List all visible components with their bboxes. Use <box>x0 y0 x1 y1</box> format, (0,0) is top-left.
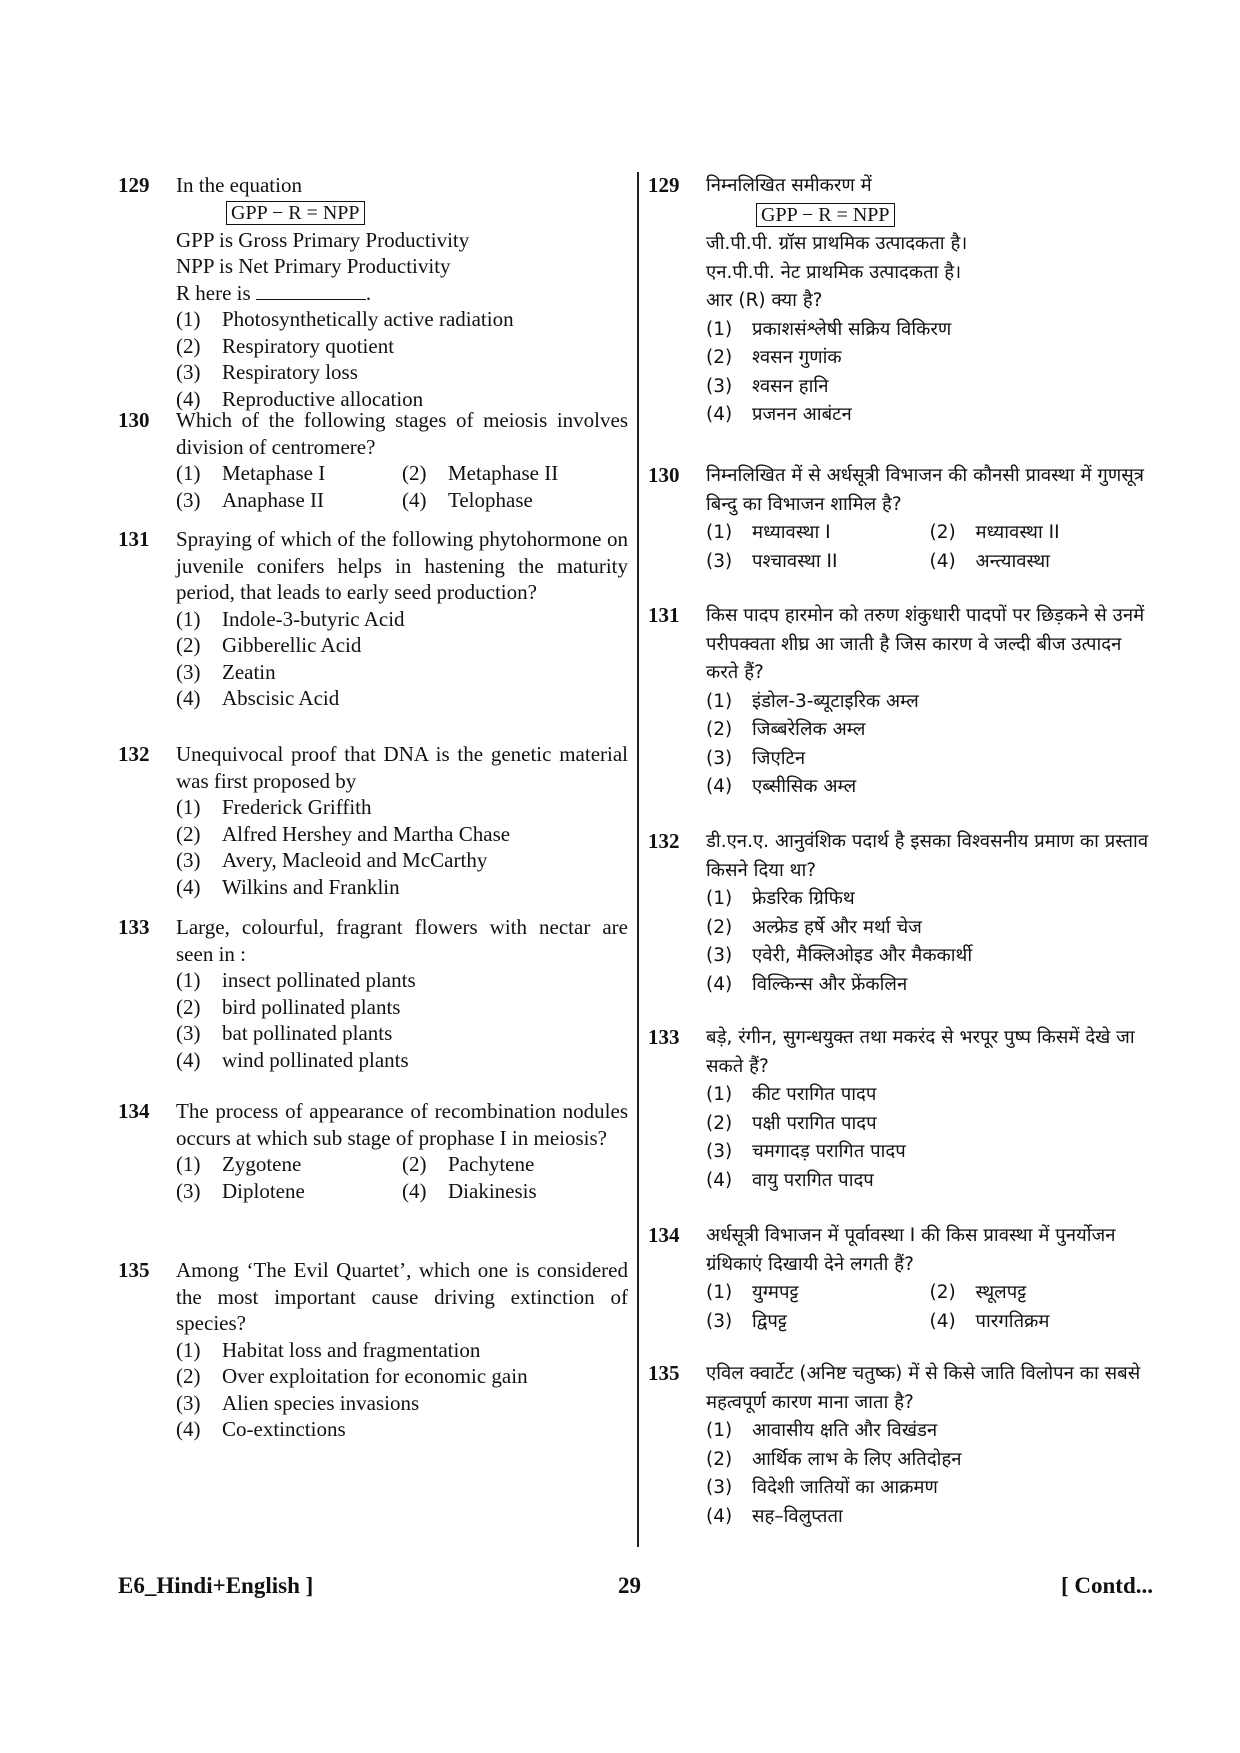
option[interactable] <box>706 688 1153 717</box>
question-133-hi <box>648 1024 1153 1195</box>
option-number: (1) <box>706 888 733 909</box>
option[interactable] <box>176 794 628 821</box>
option-number: (2) <box>929 1282 956 1303</box>
option-text: Metaphase II <box>448 461 559 485</box>
option[interactable] <box>402 1151 628 1178</box>
option-text: अल्फ्रेड हर्षे और मर्था चेज <box>752 916 922 938</box>
question-text: The process of appearance of recombination nodules occurs at which sub stage of prophase I in meiosis? <box>176 1099 628 1150</box>
option-text: कीट परागित पादप <box>752 1084 877 1105</box>
option-text: द्विपट्ट <box>752 1310 787 1332</box>
option-number: (4) <box>176 874 201 899</box>
option-number: (2) <box>706 719 733 740</box>
question-number: 129 <box>118 173 150 197</box>
question-text: निम्नलिखित समीकरण में <box>706 175 872 196</box>
option[interactable] <box>176 659 628 686</box>
option[interactable] <box>706 1167 1153 1196</box>
option[interactable] <box>176 460 402 487</box>
option[interactable] <box>706 548 930 577</box>
option[interactable] <box>706 1308 930 1337</box>
question-text: निम्नलिखित में से अर्धसूत्री विभाजन की कौनसी प्रावस्था में गुणसूत्र बिन्दु का विभाजन शामिल है? <box>706 465 1144 515</box>
option[interactable] <box>176 1178 402 1205</box>
option-number: (3) <box>706 1477 733 1498</box>
question-text: एन.पी.पी. नेट प्राथमिक उत्पादकता है। <box>706 261 962 283</box>
option[interactable] <box>706 1474 1153 1503</box>
option-number: (4) <box>706 973 733 995</box>
option-number: (3) <box>176 487 201 512</box>
question-132-hi <box>648 828 1153 999</box>
option-number: (4) <box>176 386 201 411</box>
option[interactable] <box>176 632 628 659</box>
option-text: इंडोल-3-ब्यूटाइरिक अम्ल <box>752 690 919 712</box>
option-number: (2) <box>176 821 201 846</box>
option-text: जिब्बरेलिक अम्ल <box>752 719 866 740</box>
option-text: Respiratory loss <box>222 360 358 384</box>
option[interactable] <box>706 745 1153 774</box>
option[interactable] <box>706 914 1153 943</box>
equation-box: GPP − R = NPP <box>756 203 895 227</box>
option-text: Avery, Macleoid and McCarthy <box>222 848 488 872</box>
option-number: (3) <box>706 945 733 966</box>
option-text: Abscisic Acid <box>222 686 340 710</box>
option-number: (1) <box>176 1337 201 1362</box>
option-text: एवेरी, मैक्लिओइड और मैककार्थी <box>752 945 973 966</box>
option-text: विदेशी जातियों का आक्रमण <box>752 1477 938 1498</box>
option-number: (1) <box>176 795 201 819</box>
question-text: डी.एन.ए. आनुवंशिक पदार्थ है इसका विश्वसनीय प्रमाण का प्रस्ताव किसने दिया था? <box>706 831 1149 881</box>
option[interactable] <box>706 716 1153 745</box>
page-number: 29 <box>618 1573 641 1598</box>
option-text: एब्सीसिक अम्ल <box>752 776 857 797</box>
option-text: Alien species invasions <box>222 1390 420 1415</box>
option-number: (2) <box>706 916 733 938</box>
option[interactable] <box>176 1020 628 1047</box>
question-text: In the equation <box>176 173 302 197</box>
question-number: 131 <box>118 527 150 551</box>
question-text: बड़े, रंगीन, सुगन्धयुक्त तथा मकरंद से भरपूर पुष्प किसमें देखे जा सकते हैं? <box>706 1027 1135 1077</box>
question-text: NPP is Net Primary Productivity <box>176 254 451 278</box>
option-text: bird pollinated plants <box>222 994 401 1019</box>
option-number: (4) <box>706 1505 733 1527</box>
option-number: (3) <box>176 360 201 384</box>
option[interactable] <box>176 1390 628 1417</box>
option[interactable] <box>706 1446 1153 1475</box>
option-text: Photosynthetically active radiation <box>222 307 514 331</box>
option[interactable] <box>706 1279 930 1308</box>
option-text: Diplotene <box>222 1178 305 1203</box>
option-number: (3) <box>706 1310 733 1332</box>
question-text: आर (R) क्या है? <box>706 290 823 311</box>
question-text: जी.पी.पी. ग्रॉस प्राथमिक उत्पादकता है। <box>706 233 968 254</box>
option-number: (4) <box>929 550 956 572</box>
question-text: Unequivocal proof that DNA is the genetic material was first proposed by <box>176 742 628 793</box>
option-number: (2) <box>706 347 733 368</box>
option[interactable] <box>176 1337 628 1364</box>
option[interactable] <box>706 942 1153 971</box>
option[interactable] <box>706 1110 1153 1139</box>
question-130-en <box>118 407 628 513</box>
option-number: (4) <box>402 1178 427 1203</box>
option-text: Zygotene <box>222 1152 302 1176</box>
option[interactable] <box>930 1308 1154 1337</box>
question-133-en <box>118 914 628 1073</box>
option[interactable] <box>706 971 1153 1000</box>
option-text: पश्चावस्था II <box>752 550 838 572</box>
option-number: (1) <box>176 1152 201 1176</box>
option-text: श्वसन गुणांक <box>752 347 842 368</box>
option-text: Diakinesis <box>448 1178 537 1203</box>
option-text: Indole-3-butyric Acid <box>222 606 405 631</box>
option-number: (3) <box>706 375 733 397</box>
option-number: (1) <box>706 318 733 340</box>
option-text: Metaphase I <box>222 461 326 485</box>
option-text: wind pollinated plants <box>222 1047 409 1072</box>
option[interactable] <box>176 967 628 994</box>
option-text: जिएटिन <box>752 747 806 769</box>
question-text: Among ‘The Evil Quartet’, which one is considered the most important cause driving extinction of species? <box>176 1258 628 1335</box>
option-text: स्थूलपट्ट <box>975 1282 1027 1303</box>
question-number: 132 <box>118 742 150 766</box>
option-text: श्वसन हानि <box>752 375 829 397</box>
option-number: (3) <box>176 1021 201 1045</box>
option-number: (3) <box>176 1178 201 1203</box>
option-text: Reproductive allocation <box>222 386 424 411</box>
question-text: एविल क्वार्टेट (अनिष्ट चतुष्क) में से किसे जाति विलोपन का सबसे महत्वपूर्ण कारण माना जाता है? <box>706 1363 1141 1413</box>
option[interactable] <box>706 373 1153 402</box>
column-divider <box>637 172 639 1547</box>
option-number: (4) <box>176 1417 201 1441</box>
option[interactable] <box>176 487 402 514</box>
option[interactable] <box>176 606 628 633</box>
continued-label: [ Contd... <box>1060 1573 1153 1598</box>
option[interactable] <box>706 519 930 548</box>
option-number: (3) <box>706 1141 733 1162</box>
option-text: चमगादड़ परागित पादप <box>752 1141 906 1162</box>
option-text: वायु परागित पादप <box>752 1169 874 1191</box>
option-number: (4) <box>176 686 201 710</box>
option[interactable] <box>706 344 1153 373</box>
question-134-en <box>118 1098 628 1204</box>
option-number: (1) <box>706 522 733 543</box>
question-129-hi <box>648 172 1153 430</box>
option-text: पारगतिक्रम <box>975 1310 1050 1332</box>
question-text: Spraying of which of the following phytohormone on juvenile conifers helps in hastening the maturity period, that leads to early seed production? <box>176 527 628 604</box>
option-text: Over exploitation for economic gain <box>222 1364 528 1388</box>
question-text: Which of the following stages of meiosis involves division of centromere? <box>176 408 628 459</box>
option[interactable] <box>176 359 628 386</box>
question-131-hi <box>648 602 1153 802</box>
option-number: (2) <box>176 994 201 1019</box>
question-text: R here is <box>176 280 251 305</box>
equation-box: GPP − R = NPP <box>226 201 365 225</box>
question-number: 130 <box>648 463 680 487</box>
question-130-hi <box>648 462 1153 576</box>
option-text: Frederick Griffith <box>222 795 372 819</box>
question-number: 131 <box>648 603 680 627</box>
option-number: (4) <box>402 487 427 512</box>
option[interactable] <box>176 1363 628 1390</box>
option[interactable] <box>176 821 628 848</box>
option-text: Co-extinctions <box>222 1417 346 1441</box>
option[interactable] <box>176 306 628 333</box>
page-footer <box>118 1573 1153 1603</box>
option-number: (2) <box>402 461 427 485</box>
option[interactable] <box>176 1047 628 1074</box>
option[interactable] <box>930 519 1154 548</box>
option[interactable] <box>402 1178 628 1205</box>
question-number: 133 <box>118 915 150 939</box>
option[interactable] <box>706 1417 1153 1446</box>
option-number: (3) <box>176 659 201 684</box>
option-number: (2) <box>929 522 956 543</box>
option-number: (1) <box>176 461 201 485</box>
option-number: (2) <box>176 333 201 358</box>
option[interactable] <box>176 847 628 874</box>
option-text: Respiratory quotient <box>222 333 395 358</box>
question-number: 132 <box>648 829 680 853</box>
option[interactable] <box>176 333 628 360</box>
option-number: (1) <box>176 968 201 992</box>
option-text: आवासीय क्षति और विखंडन <box>752 1420 938 1441</box>
option[interactable] <box>176 685 628 712</box>
question-135-en <box>118 1257 628 1443</box>
question-text: . <box>365 280 372 305</box>
option-text: Telophase <box>448 487 533 512</box>
option-number: (1) <box>706 690 733 712</box>
option-text: bat pollinated plants <box>222 1021 393 1045</box>
option-text: फ्रेडरिक ग्रिफिथ <box>752 888 855 909</box>
option-text: insect pollinated plants <box>222 968 416 992</box>
question-135-hi <box>648 1360 1153 1531</box>
option-number: (2) <box>176 633 201 657</box>
option-number: (4) <box>706 404 733 425</box>
option-text: पक्षी परागित पादप <box>752 1112 877 1134</box>
option[interactable] <box>402 460 628 487</box>
option-text: मध्यावस्था I <box>752 522 831 543</box>
option-number: (2) <box>706 1112 733 1134</box>
question-text: Large, colourful, fragrant flowers with nectar are seen in : <box>176 915 628 966</box>
option[interactable] <box>706 1138 1153 1167</box>
option-number: (3) <box>176 1390 201 1415</box>
option-number: (4) <box>706 776 733 797</box>
question-number: 134 <box>118 1099 150 1123</box>
question-number: 134 <box>648 1223 680 1247</box>
option[interactable] <box>706 401 1153 430</box>
option-text: मध्यावस्था II <box>975 522 1060 543</box>
option-number: (3) <box>176 848 201 872</box>
question-132-en <box>118 741 628 900</box>
option[interactable] <box>176 874 628 901</box>
option[interactable] <box>176 1151 402 1178</box>
option-text: प्रकाशसंश्लेषी सक्रिय विकिरण <box>752 318 952 340</box>
option-number: (1) <box>706 1282 733 1303</box>
option[interactable] <box>706 885 1153 914</box>
option-number: (2) <box>176 1364 201 1388</box>
option-number: (1) <box>706 1084 733 1105</box>
option-number: (2) <box>706 1448 733 1470</box>
question-number: 135 <box>118 1258 150 1282</box>
question-number: 133 <box>648 1025 680 1049</box>
option-text: युग्मपट्ट <box>752 1282 799 1303</box>
option-number: (4) <box>176 1047 201 1072</box>
option-text: Zeatin <box>222 659 276 684</box>
option[interactable] <box>706 316 1153 345</box>
option-text: Pachytene <box>448 1152 535 1176</box>
question-number: 130 <box>118 408 150 432</box>
option-text: आर्थिक लाभ के लिए अतिदोहन <box>752 1448 962 1470</box>
option-text: अन्त्यावस्था <box>975 550 1050 572</box>
option-text: प्रजनन आबंटन <box>752 404 852 425</box>
option-text: Anaphase II <box>222 487 325 512</box>
option-text: सह–विलुप्तता <box>752 1505 843 1527</box>
option-number: (1) <box>706 1420 733 1441</box>
option-number: (4) <box>706 1169 733 1191</box>
option-text: Wilkins and Franklin <box>222 874 400 899</box>
option[interactable] <box>402 487 628 514</box>
option[interactable] <box>930 548 1154 577</box>
option-number: (3) <box>706 550 733 572</box>
question-text: अर्धसूत्री विभाजन में पूर्वावस्था I की किस प्रावस्था में पुनर्योजन ग्रंथिकाएं दिखायी देने लगती हैं? <box>706 1225 1116 1275</box>
question-134-hi <box>648 1222 1153 1336</box>
question-text: किस पादप हारमोन को तरुण शंकुधारी पादपों पर छिड़कने से उनमें परीपक्वता शीघ्र आ जाती है जिस कारण वे जल्दी बीज उत्पादन करते हैं? <box>706 605 1145 683</box>
option-text: Alfred Hershey and Martha Chase <box>222 821 511 846</box>
option-number: (3) <box>706 747 733 769</box>
option[interactable] <box>706 773 1153 802</box>
option-text: विल्किन्स और फ्रेंकलिन <box>752 973 908 995</box>
option[interactable] <box>176 994 628 1021</box>
question-text: GPP is Gross Primary Productivity <box>176 227 470 252</box>
question-129-en <box>118 172 628 412</box>
option-number: (1) <box>176 307 201 331</box>
question-131-en <box>118 526 628 712</box>
question-number: 129 <box>648 173 680 197</box>
option-number: (1) <box>176 606 201 631</box>
option-text: Gibberellic Acid <box>222 633 362 657</box>
option[interactable] <box>176 1416 628 1443</box>
answer-blank <box>256 281 366 300</box>
option-number: (2) <box>402 1152 427 1176</box>
option[interactable] <box>706 1081 1153 1110</box>
question-number: 135 <box>648 1361 680 1385</box>
booklet-code: E6_Hindi+English ] <box>118 1573 314 1598</box>
option[interactable] <box>930 1279 1154 1308</box>
option-number: (4) <box>929 1310 956 1332</box>
option-text: Habitat loss and fragmentation <box>222 1337 481 1362</box>
option[interactable] <box>706 1503 1153 1532</box>
